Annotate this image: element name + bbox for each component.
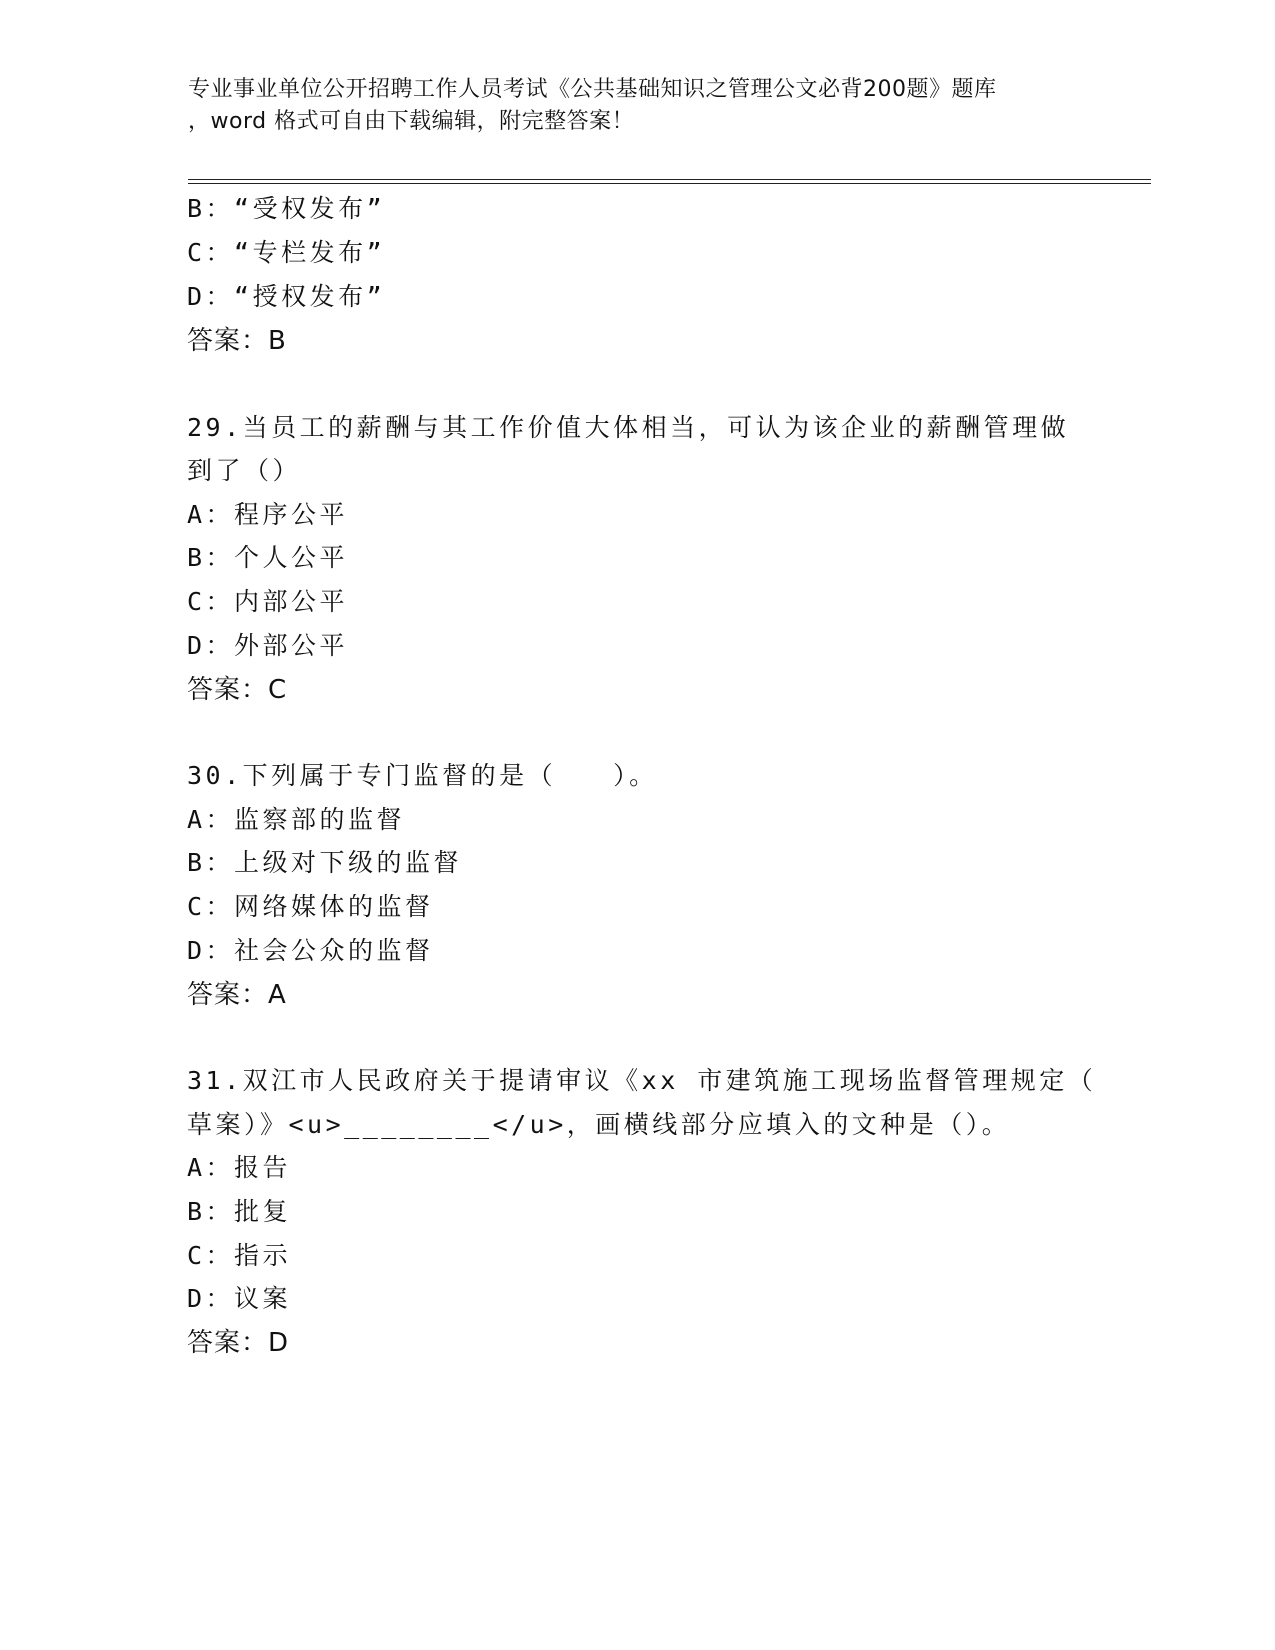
question-text-line: 29.当员工的薪酬与其工作价值大体相当，可认为该企业的薪酬管理做 — [187, 413, 1070, 442]
option-a: A：监察部的监督 — [187, 805, 406, 834]
question-text-line: 30.下列属于专门监督的是（ ）。 — [187, 761, 658, 790]
question-text-line: 到了（） — [187, 456, 302, 485]
option-d: D：议案 — [187, 1284, 292, 1313]
option-a: A：报告 — [187, 1153, 292, 1182]
option-b: B：批复 — [187, 1197, 292, 1226]
option-c: C：指示 — [187, 1241, 292, 1270]
option-c: C：网络媒体的监督 — [187, 892, 434, 921]
option-b: B：个人公平 — [187, 543, 349, 572]
answer: 答案：A — [187, 980, 287, 1010]
header-line-2: ，word 格式可自由下载编辑，附完整答案！ — [188, 109, 635, 134]
option-a: A：程序公平 — [187, 500, 349, 529]
answer: 答案：B — [187, 326, 287, 356]
option-b: B：“受权发布” — [187, 194, 386, 223]
option-d: D：社会公众的监督 — [187, 936, 434, 965]
option-c: C：“专栏发布” — [187, 238, 386, 267]
question-text-line: 31.双江市人民政府关于提请审议《xx 市建筑施工现场监督管理规定（ — [187, 1066, 1097, 1095]
answer: 答案：D — [187, 1328, 290, 1358]
header-divider-top — [188, 179, 1151, 180]
header-line-1: 专业事业单位公开招聘工作人员考试《公共基础知识之管理公文必背200题》题库 — [188, 77, 997, 102]
option-d: D：“授权发布” — [187, 282, 386, 311]
option-b: B：上级对下级的监督 — [187, 848, 463, 877]
answer: 答案：C — [187, 675, 288, 705]
document-header — [188, 74, 1088, 138]
header-divider-bottom — [188, 183, 1151, 184]
question-text-line: 草案）》<u>________</u>，画横线部分应填入的文种是（）。 — [187, 1110, 1011, 1139]
option-d: D：外部公平 — [187, 631, 349, 660]
option-c: C：内部公平 — [187, 587, 349, 616]
